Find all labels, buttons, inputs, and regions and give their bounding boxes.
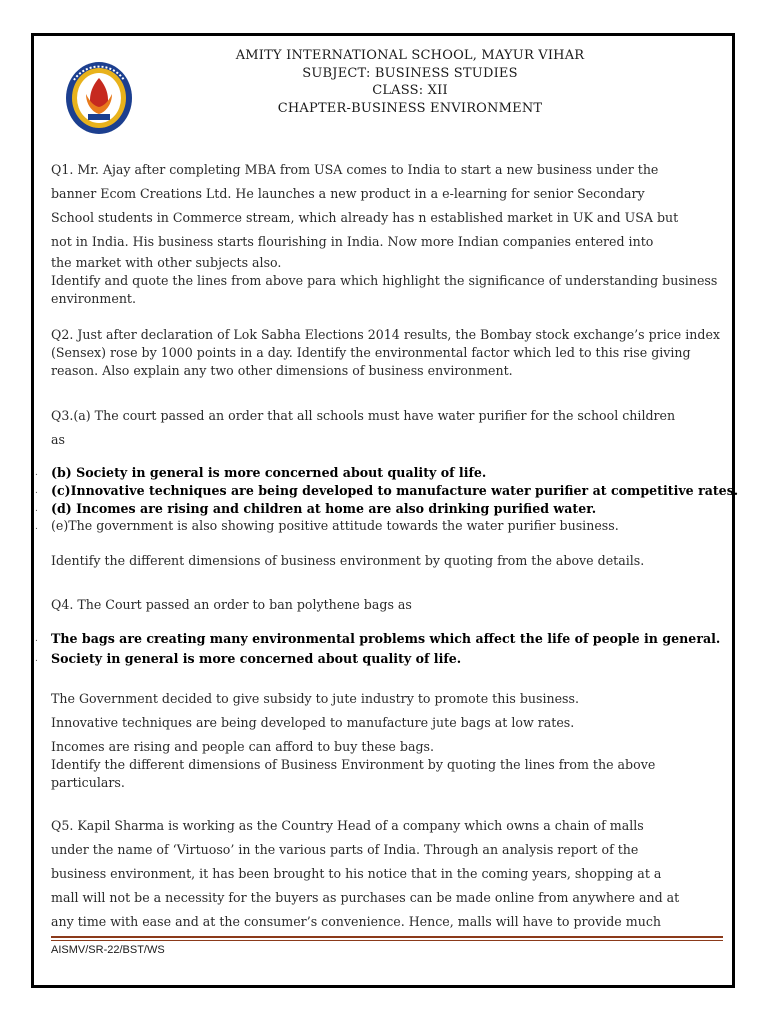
q4-item-b: Society in general is more concerned about quality of life.	[51, 651, 462, 666]
q3-item-e: (e)The government is also showing positive attitude towards the water purifier business.	[51, 518, 619, 533]
q5-line: Q5. Kapil Sharma is working as the Country Head of a company which owns a chain of malls	[51, 818, 644, 833]
q4-question: Identify the different dimensions of Business Environment by quoting the lines from the above particulars.	[51, 757, 656, 790]
q1-line: the market with other subjects also.	[51, 255, 282, 270]
q1-line: not in India. His business starts flourishing in India. Now more Indian companies entered into	[51, 234, 654, 249]
subject-line: SUBJECT: BUSINESS STUDIES	[302, 65, 518, 81]
school-name: AMITY INTERNATIONAL SCHOOL, MAYUR VIHAR	[235, 48, 585, 63]
q3-question: Identify the different dimensions of business environment by quoting from the above details.	[51, 553, 645, 568]
q3-item-b: (b) Society in general is more concerned about quality of life.	[51, 465, 487, 480]
q3-item-d: (d) Incomes are rising and children at home are also drinking purified water.	[51, 501, 597, 516]
q4-item-d: Innovative techniques are being developed to manufacture jute bags at low rates.	[51, 715, 575, 730]
q1-line: School students in Commerce stream, which already has n established market in UK and USA but	[51, 210, 679, 225]
q4-item-e: Incomes are rising and people can afford to buy these bags.	[51, 739, 434, 754]
q3-item-c: (c)Innovative techniques are being developed to manufacture water purifier at competitive rates.	[51, 483, 739, 498]
document-header	[180, 47, 640, 117]
q1-paragraph	[51, 158, 723, 254]
q1-line: Q1. Mr. Ajay after completing MBA from USA comes to India to start a new business under the	[51, 162, 659, 177]
q5-line: under the name of ‘Virtuoso’ in the various parts of India. Through an analysis report of the	[51, 842, 639, 857]
footer-divider	[51, 936, 723, 938]
q4-item-a: The bags are creating many environmental problems which affect the life of people in general.	[51, 631, 721, 646]
q3-intro-line: Q3.(a) The court passed an order that all schools must have water purifier for the school children	[51, 408, 676, 423]
q1-continuation	[51, 254, 723, 308]
q1-question: Identify and quote the lines from above para which highlight the significance of understanding business environment.	[51, 273, 718, 306]
q3-intro-line: as	[51, 432, 65, 447]
footer-divider-thin	[51, 940, 723, 941]
class-line: CLASS: XII	[372, 83, 448, 98]
q5-line: mall will not be a necessity for the buyers as purchases can be made online from anywhere and at	[51, 890, 680, 905]
q5-line: business environment, it has been brought to his notice that in the coming years, shopping at a	[51, 866, 662, 881]
q5-line: any time with ease and at the consumer’s convenience. Hence, malls will have to provide much	[51, 914, 661, 929]
q2-paragraph: Q2. Just after declaration of Lok Sabha Elections 2014 results, the Bombay stock exchange’s price index (Sensex) rose by 1000 points in a day. Identify the environmental factor which led to this rise giving reason. Also explain any two other dimensions of business environment.	[51, 327, 721, 378]
q5-paragraph	[51, 814, 723, 934]
school-crest-icon	[64, 60, 134, 136]
chapter-line: CHAPTER-BUSINESS ENVIRONMENT	[277, 100, 543, 116]
q4-item-c: The Government decided to give subsidy to jute industry to promote this business.	[51, 691, 579, 706]
q3-intro	[51, 404, 723, 452]
q4-intro: Q4. The Court passed an order to ban polythene bags as	[51, 597, 412, 612]
q1-line: banner Ecom Creations Ltd. He launches a new product in a e-learning for senior Secondary	[51, 186, 645, 201]
footer-code: AISMV/SR-22/BST/WS	[51, 944, 165, 956]
